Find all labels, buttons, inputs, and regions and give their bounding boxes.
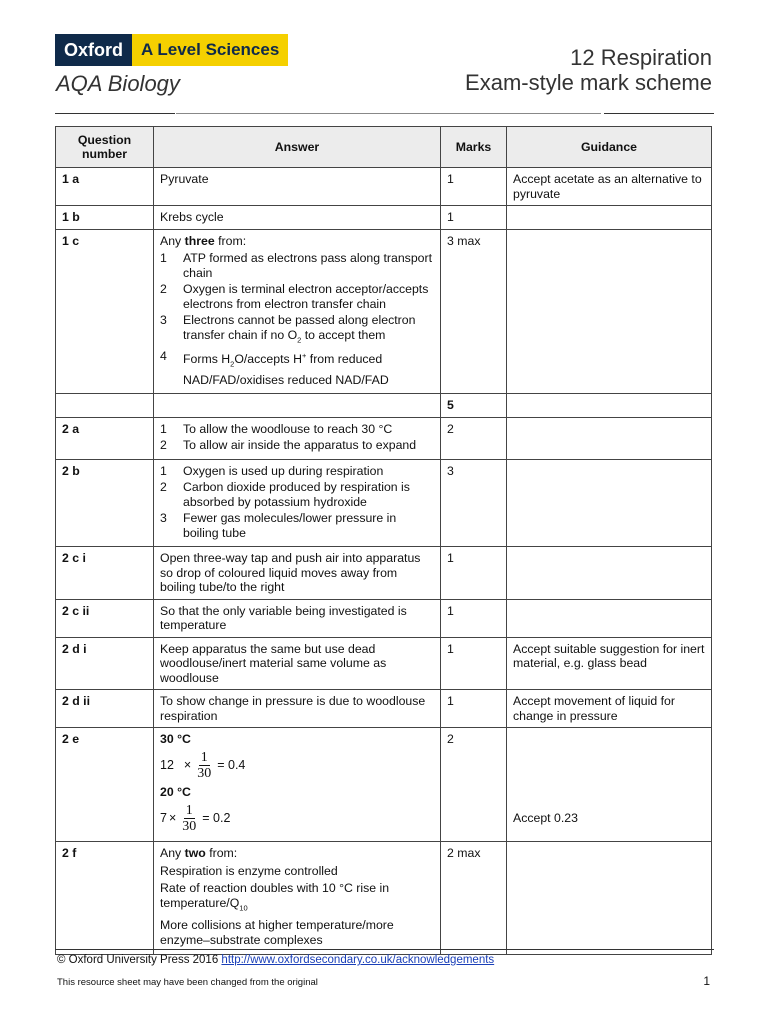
item-text: Oxygen is used up during respiration (183, 463, 384, 478)
document-title (465, 45, 712, 95)
times-symbol: × (168, 810, 177, 825)
resource-note: This resource sheet may have been changed from the original (57, 977, 318, 988)
answer-cell: Krebs cycle (154, 206, 441, 230)
scheme-title: Exam-style mark scheme (465, 70, 712, 95)
calc-result: = 0.2 (202, 810, 231, 825)
chapter-title: 12 Respiration (570, 45, 712, 70)
answer-point: More collisions at higher temperature/more enzyme–substrate complexes (160, 918, 394, 947)
marks-cell: 2 (441, 417, 507, 459)
item-text: Fewer gas molecules/lower pressure in boiling tube (183, 511, 397, 540)
header-rule-middle (176, 113, 601, 114)
fraction-numerator: 1 (200, 750, 208, 765)
list-item (160, 282, 434, 311)
fraction-numerator: 1 (185, 802, 193, 818)
page-number: 1 (703, 974, 710, 988)
marks-cell: 1 (441, 599, 507, 637)
item-text: To allow air inside the apparatus to expand (183, 438, 417, 452)
question-number: 2 f (56, 842, 154, 955)
intro-text: from: (205, 846, 238, 860)
marks-cell: 1 (441, 690, 507, 728)
marks-cell: 1 (441, 637, 507, 690)
acknowledgements-link[interactable]: http://www.oxfordsecondary.co.uk/acknowledgements (221, 954, 495, 966)
question-number: 2 d ii (56, 690, 154, 728)
marks-cell: 3 (441, 459, 507, 547)
question-number (56, 394, 154, 418)
intro-emphasis: two (184, 846, 206, 860)
table-row (56, 599, 712, 637)
table-row (56, 728, 712, 842)
question-number: 1 b (56, 206, 154, 230)
question-number: 1 c (56, 229, 154, 394)
answer-cell (154, 417, 441, 459)
answer-cell: Open three-way tap and push air into apparatus so drop of coloured liquid moves away from boiling tube/to the right (154, 547, 441, 600)
answer-cell (154, 229, 441, 394)
oxford-logo (55, 34, 288, 66)
subscript: 2 (297, 334, 302, 344)
footer-rule (55, 949, 714, 950)
column-header-answer: Answer (154, 127, 441, 168)
text-part: to accept them (301, 327, 386, 342)
fraction (197, 750, 211, 781)
item-text (183, 349, 434, 387)
fraction-denominator: 30 (197, 766, 212, 781)
table-row (56, 547, 712, 600)
calc-value: 12 (160, 758, 174, 773)
list-item (160, 438, 434, 453)
subject-title: AQA Biology (56, 71, 180, 96)
calculation-row (160, 799, 434, 837)
guidance-cell: Accept suitable suggestion for inert material, e.g. glass bead (507, 637, 712, 690)
guidance-cell (507, 206, 712, 230)
logo-level-text: A Level Sciences (132, 34, 288, 66)
item-text: ATP formed as electrons pass along transport chain (183, 251, 433, 280)
marks-cell: 2 max (441, 842, 507, 955)
text-part: Forms H (183, 352, 231, 367)
table-row (56, 842, 712, 955)
list-item (160, 464, 434, 479)
list-item (160, 349, 434, 387)
question-number: 2 e (56, 728, 154, 842)
answer-cell (154, 394, 441, 418)
item-number: 2 (160, 480, 167, 494)
question-number: 2 c i (56, 547, 154, 600)
guidance-cell: Accept acetate as an alternative to pyruvate (507, 168, 712, 206)
answer-point: Respiration is enzyme controlled (160, 863, 338, 878)
text-part: from reduced NAD/FAD/oxidises reduced NAD/FAD (183, 352, 389, 387)
question-number: 2 c ii (56, 599, 154, 637)
item-number: 3 (160, 511, 167, 525)
table-row (56, 229, 712, 394)
mark-scheme-table (55, 126, 712, 955)
item-number: 2 (160, 282, 167, 296)
item-number: 4 (160, 349, 167, 364)
copyright-notice (57, 954, 494, 966)
list-item (160, 313, 434, 347)
table-row (56, 206, 712, 230)
header-rule-right (604, 113, 714, 114)
fraction (182, 803, 196, 834)
table-row (56, 459, 712, 547)
table-row (56, 417, 712, 459)
guidance-cell: Accept movement of liquid for change in pressure (507, 690, 712, 728)
list-item (160, 511, 434, 540)
question-number: 1 a (56, 168, 154, 206)
item-text: To allow the woodlouse to reach 30 °C (183, 421, 393, 436)
guidance-cell (507, 547, 712, 600)
table-row (56, 690, 712, 728)
answer-point (160, 881, 434, 915)
list-item (160, 422, 434, 437)
subscript: 10 (239, 902, 248, 912)
guidance-cell (507, 459, 712, 547)
text-part: Rate of reaction doubles with 10 °C rise in temperature/Q (160, 881, 390, 910)
answer-intro (160, 234, 434, 249)
guidance-cell (507, 417, 712, 459)
guidance-cell (507, 842, 712, 955)
marks-cell: 3 max (441, 229, 507, 394)
item-number: 1 (160, 251, 167, 265)
intro-emphasis: three (184, 233, 215, 248)
item-number: 1 (160, 421, 167, 436)
subscript: 2 (230, 360, 235, 369)
intro-text: Any (160, 846, 185, 860)
total-marks: 5 (441, 394, 507, 418)
calc-result: = 0.4 (217, 758, 246, 773)
temperature-heading: 30 °C (160, 732, 191, 746)
table-header-row (56, 127, 712, 168)
answer-cell (154, 459, 441, 547)
total-row (56, 394, 712, 418)
marks-cell: 1 (441, 206, 507, 230)
text-part: O/accepts H (234, 352, 302, 367)
superscript: + (301, 351, 307, 361)
list-item (160, 251, 434, 280)
answer-cell: Keep apparatus the same but use dead woodlouse/inert material same volume as woodlouse (154, 637, 441, 690)
item-text: Carbon dioxide produced by respiration is absorbed by potassium hydroxide (183, 480, 410, 509)
guidance-cell (507, 229, 712, 394)
calc-value: 7 (160, 810, 167, 825)
marks-cell: 1 (441, 168, 507, 206)
answer-cell: Pyruvate (154, 168, 441, 206)
column-header-guidance: Guidance (507, 127, 712, 168)
table-row (56, 637, 712, 690)
column-header-question: Question number (56, 127, 154, 168)
copyright-text: © Oxford University Press 2016 (57, 954, 222, 966)
item-number: 1 (160, 463, 167, 478)
fraction-denominator: 30 (182, 818, 197, 834)
marks-cell: 1 (441, 547, 507, 600)
temperature-heading: 20 °C (160, 784, 191, 799)
question-number: 2 b (56, 459, 154, 547)
intro-text: Any (160, 233, 185, 248)
list-item (160, 480, 434, 509)
text-part: Electrons cannot be passed along electron transfer chain if no O (183, 313, 416, 342)
guidance-cell (507, 599, 712, 637)
marks-cell: 2 (441, 728, 507, 842)
item-number: 2 (160, 438, 167, 452)
answer-cell (154, 842, 441, 955)
table-row (56, 168, 712, 206)
answer-cell: So that the only variable being investigated is temperature (154, 599, 441, 637)
item-text: Oxygen is terminal electron acceptor/accepts electrons from electron transfer chain (183, 282, 429, 311)
logo-oxford-text: Oxford (55, 34, 132, 66)
answer-cell (154, 728, 441, 842)
header-rule-left (55, 113, 175, 114)
item-text (183, 313, 434, 347)
question-number: 2 d i (56, 637, 154, 690)
intro-text: from: (214, 233, 247, 248)
times-symbol: × (183, 758, 192, 773)
guidance-cell: Accept 0.23 (507, 728, 712, 842)
column-header-marks: Marks (441, 127, 507, 168)
item-number: 3 (160, 313, 167, 327)
answer-cell: To show change in pressure is due to woodlouse respiration (154, 690, 441, 728)
guidance-cell (507, 394, 712, 418)
calculation-row (160, 747, 434, 785)
answer-intro (160, 846, 434, 861)
question-number: 2 a (56, 417, 154, 459)
